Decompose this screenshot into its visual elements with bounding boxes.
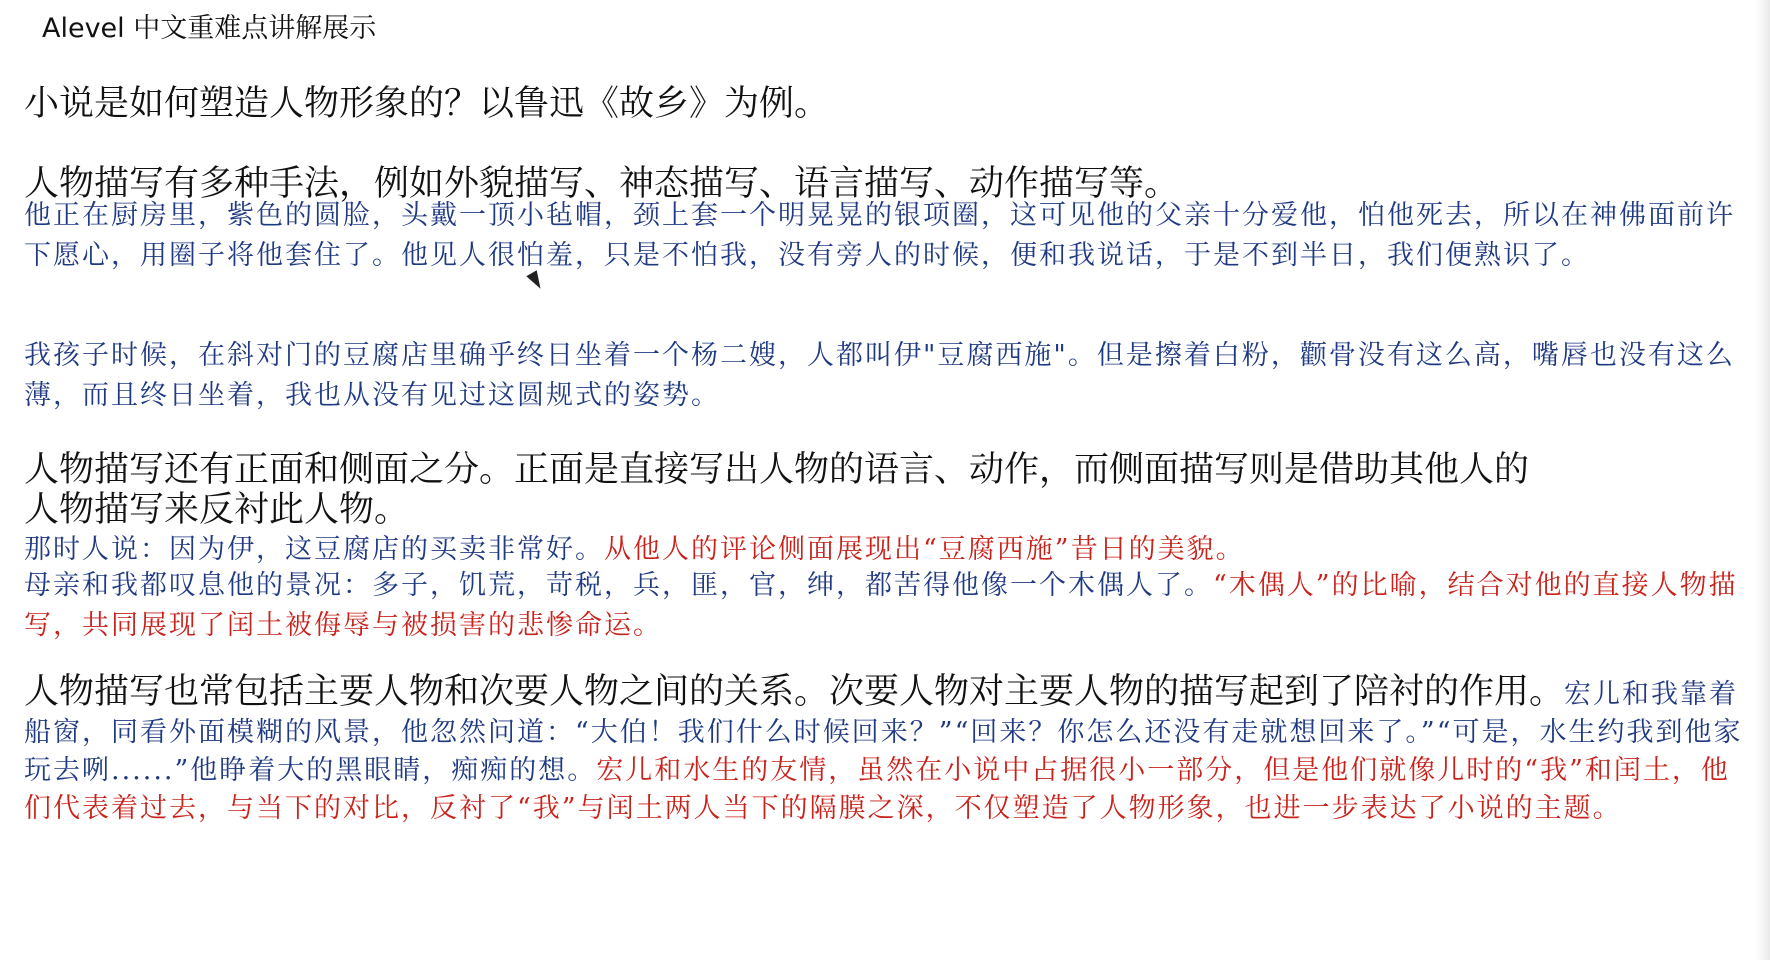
section2-quote1: 那时人说：因为伊，这豆腐店的买卖非常好。 bbox=[24, 534, 604, 565]
section3-quote: 宏儿和我靠着船窗，同看外面模糊的风景，他忽然问道：“大伯！我们什么时候回来？”“回来？你怎么还没有走就想回来了。”“可是，水生约我到他家玩去咧......”他睁着大的黑眼睛，痴痴的想。 bbox=[24, 679, 1743, 786]
section1-quote-yangersao: 我孩子时候，在斜对门的豆腐店里确乎终日坐着一个杨二嫂，人都叫伊"豆腐西施"。但是擦着白粉，颧骨没有这么高，嘴唇也没有这么薄，而且终日坐着，我也从没有见过这圆规式的姿势。 bbox=[24, 340, 1735, 411]
section3-comment: 宏儿和水生的友情，虽然在小说中占据很小一部分，但是他们就像儿时的“我”和闰土，他们代表着过去，与当下的对比，反衬了“我”与闰土两人当下的隔膜之深，不仅塑造了人物形象，也进一步表达了小说的主题。 bbox=[24, 755, 1730, 824]
section2-quote2: 母亲和我都叹息他的景况：多子，饥荒，苛税，兵，匪，官，绅，都苦得他像一个木偶人了。 bbox=[24, 570, 1213, 601]
window-edge bbox=[1756, 0, 1770, 960]
section3-block bbox=[24, 673, 1744, 828]
section2-block2 bbox=[24, 566, 1744, 646]
main-question: 小说是如何塑造人物形象的？以鲁迅《故乡》为例。 bbox=[24, 84, 830, 124]
page-header-title: Alevel 中文重难点讲解展示 bbox=[42, 13, 377, 44]
section2-comment2: “木偶人”的比喻，结合对他的直接人物描写，共同展现了闰土被侮辱与被损害的悲惨命运。 bbox=[24, 570, 1738, 641]
section2-block1 bbox=[24, 530, 1744, 570]
section2-comment1: 从他人的评论侧面展现出“豆腐西施”昔日的美貌。 bbox=[604, 534, 1245, 565]
section3-heading: 人物描写也常包括主要人物和次要人物之间的关系。次要人物对主要人物的描写起到了陪衬的作用。 bbox=[24, 672, 1565, 712]
section1-heading: 人物描写有多种手法，例如外貌描写、神态描写、语言描写、动作描写等。 bbox=[24, 164, 1180, 204]
section1-quote-runtu: 他正在厨房里，紫色的圆脸，头戴一顶小毡帽，颈上套一个明晃晃的银项圈，这可见他的父亲十分爱他，怕他死去，所以在神佛面前许下愿心，用圈子将他套住了。他见人很怕羞，只是不怕我，没有旁人的时候，便和我说话，于是不到半日，我们便熟识了。 bbox=[24, 200, 1735, 271]
section2-heading: 人物描写还有正面和侧面之分。正面是直接写出人物的语言、动作，而侧面描写则是借助其他人的人物描写来反衬此人物。 bbox=[24, 450, 1530, 530]
